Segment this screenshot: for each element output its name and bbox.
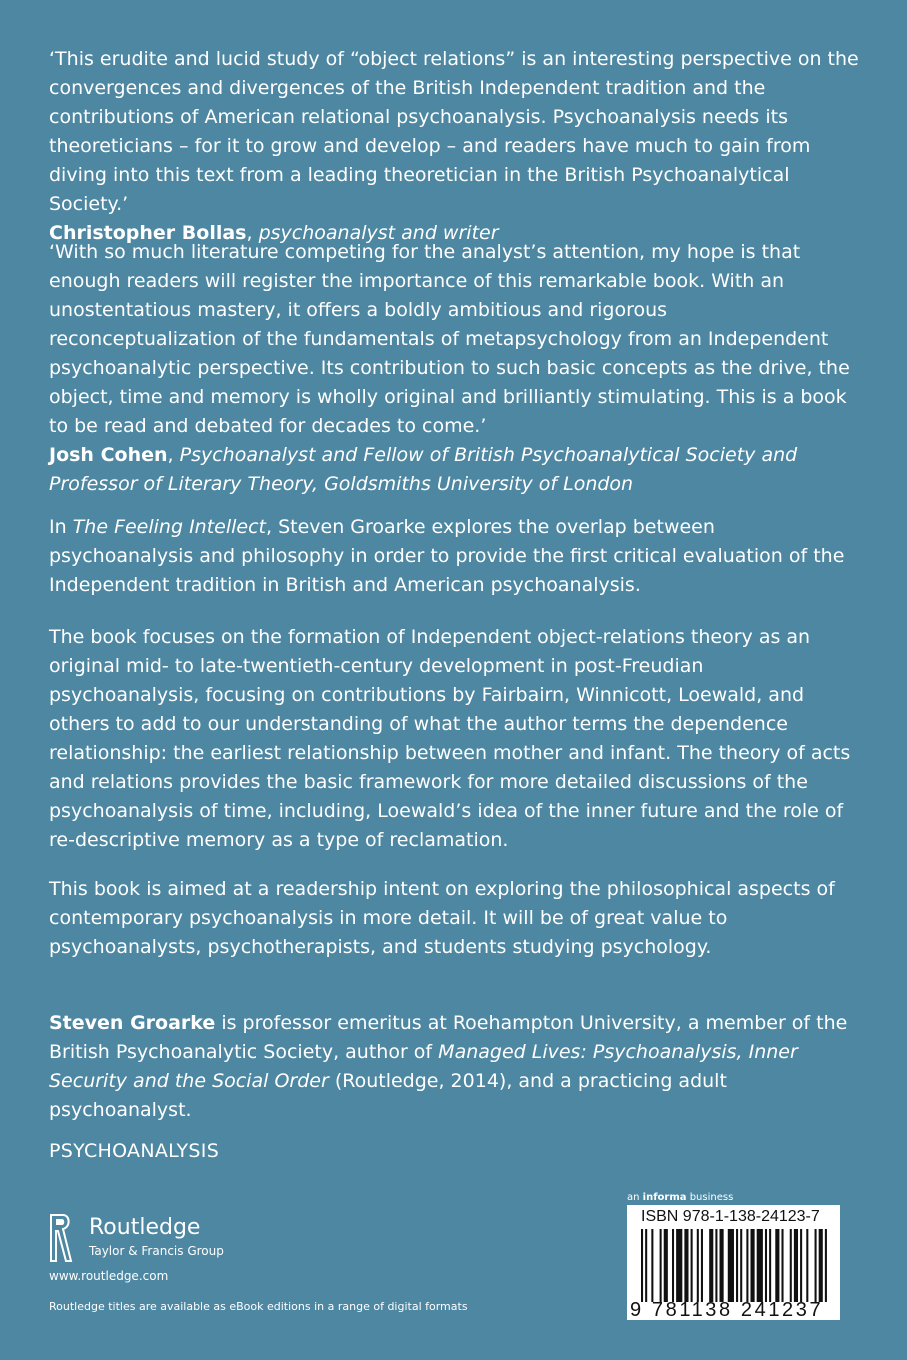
informa-label: an informa business xyxy=(627,1192,734,1203)
barcode-bar-0 xyxy=(641,1229,643,1302)
barcode-bar-13 xyxy=(720,1229,724,1302)
description-para-2 xyxy=(49,623,859,855)
description-intro xyxy=(49,513,859,600)
publisher-logo xyxy=(49,1213,269,1265)
book-title: The Feeling Intellect xyxy=(72,516,266,538)
barcode-bar-21 xyxy=(769,1229,771,1302)
publisher-name: Routledge xyxy=(89,1215,201,1240)
barcode-bar-12 xyxy=(715,1229,717,1302)
barcode-bar-25 xyxy=(794,1229,798,1302)
isbn-label: ISBN 978-1-138-24123-7 xyxy=(641,1208,820,1225)
description-text: This book is aimed at a readership intent on exploring the philosophical aspects of contemporary psychoanalysis in more detail. It will be of great value to psychoanalysts, psychotherapists, and students studying psychology. xyxy=(49,878,835,958)
ebook-note: Routledge titles are available as eBook editions in a range of digital formats xyxy=(49,1300,468,1313)
barcode-bar-6 xyxy=(676,1229,682,1302)
bio-text-2: (Routledge, 2014), and a practicing adult psychoanalyst. xyxy=(49,1070,727,1121)
barcode-bar-10 xyxy=(701,1229,703,1302)
description-text: The book focuses on the formation of Independent object-relations theory as an original mid- to late-twentieth-century development in post-Freudian psychoanalysis, focusing on contributions by Fairbairn, Winnicott, Loewald, and others to add to our understanding of what the author terms the dependence relationship: the earliest relationship between mother and infant. The theory of acts and relations provides the basic framework for more detailed discussions of the psychoanalysis of time, including, Loewald’s idea of the inner future and the role of re-descriptive memory as a type of reclamation. xyxy=(49,626,851,851)
barcode-bar-7 xyxy=(684,1229,688,1302)
barcode-digits: 9 781138 241237 xyxy=(630,1299,824,1321)
endorsement-2 xyxy=(49,238,859,499)
barcode-bar-4 xyxy=(664,1229,668,1302)
barcode-bar-24 xyxy=(790,1229,792,1302)
endorsement-quote: ‘With so much literature competing for the analyst’s attention, my hope is that enough readers will register the importance of this remarkable book. With an unostentatious mastery, it offers a boldly ambitious and rigorous reconceptualization of the fundamentals of metapsychology from an Independent psychoanalytic perspective. Its contribution to such basic concepts as the drive, the object, time and memory is wholly original and brilliantly stimulating. This is a book to be read and debated for decades to come.’ xyxy=(49,241,850,437)
barcode-bars-icon xyxy=(641,1229,829,1302)
barcode-bar-3 xyxy=(660,1229,662,1302)
barcode-bar-17 xyxy=(746,1229,748,1302)
barcode-bar-18 xyxy=(750,1229,754,1302)
description-para-3 xyxy=(49,875,859,962)
barcode-bar-22 xyxy=(775,1229,779,1302)
barcode-bar-27 xyxy=(806,1229,808,1302)
endorser-name: Christopher Bollas xyxy=(49,222,247,244)
publisher-group: Taylor & Francis Group xyxy=(89,1244,224,1258)
barcode-bar-1 xyxy=(645,1229,647,1302)
barcode-bar-30 xyxy=(825,1229,827,1302)
barcode xyxy=(627,1205,840,1320)
author-name: Steven Groarke xyxy=(49,1012,216,1034)
other-book-title: Managed Lives: Psychoanalysis, Inner Security and the Social Order xyxy=(49,1041,798,1092)
endorser-name: Josh Cohen xyxy=(49,444,168,466)
endorsement-quote: ‘This erudite and lucid study of “object relations” is an interesting perspective on the convergences and divergences of the British Independent tradition and the contributions of American relational psychoanalysis. Psychoanalysis needs its theoreticians – for it to grow and develop – and readers have much to gain from diving into this text from a leading theoretician in the British Psychoanalytical Society.’ xyxy=(49,48,859,215)
subject-category: PSYCHOANALYSIS xyxy=(49,1140,220,1162)
routledge-r-logo-icon xyxy=(49,1213,73,1263)
endorsement-1 xyxy=(49,45,859,248)
barcode-bar-5 xyxy=(672,1229,674,1302)
barcode-bar-19 xyxy=(757,1229,763,1302)
informa-brand: informa xyxy=(642,1192,687,1203)
barcode-bar-20 xyxy=(765,1229,767,1302)
endorser-role: Psychoanalyst and Fellow of British Psychoanalytical Society and Professor of Literary Theory, Goldsmiths University of London xyxy=(49,444,798,495)
endorsement-attribution: Josh Cohen, Psychoanalyst and Fellow of British Psychoanalytical Society and Professor of Literary Theory, Goldsmiths University of London xyxy=(49,444,798,495)
barcode-bar-29 xyxy=(819,1229,823,1302)
intro-prefix: In xyxy=(49,516,73,538)
barcode-bar-16 xyxy=(740,1229,742,1302)
barcode-bar-14 xyxy=(728,1229,734,1302)
barcode-bar-8 xyxy=(691,1229,693,1302)
author-bio xyxy=(49,1009,859,1125)
barcode-bar-2 xyxy=(651,1229,653,1302)
barcode-bar-28 xyxy=(815,1229,817,1302)
barcode-bar-11 xyxy=(709,1229,713,1302)
endorsement-attribution: Christopher Bollas, psychoanalyst and writer xyxy=(49,222,499,244)
barcode-bar-15 xyxy=(736,1229,738,1302)
publisher-website: www.routledge.com xyxy=(49,1269,169,1283)
barcode-bar-9 xyxy=(697,1229,699,1302)
bio-text-1: is professor emeritus at Roehampton University, a member of the British Psychoanalytic Society, author of xyxy=(49,1012,848,1063)
barcode-bar-26 xyxy=(800,1229,802,1302)
barcode-bar-23 xyxy=(781,1229,783,1302)
endorser-role: psychoanalyst and writer xyxy=(258,222,499,244)
intro-text: , Steven Groarke explores the overlap between psychoanalysis and philosophy in order to provide the first critical evaluation of the Independent tradition in British and American psychoanalysis. xyxy=(49,516,845,596)
